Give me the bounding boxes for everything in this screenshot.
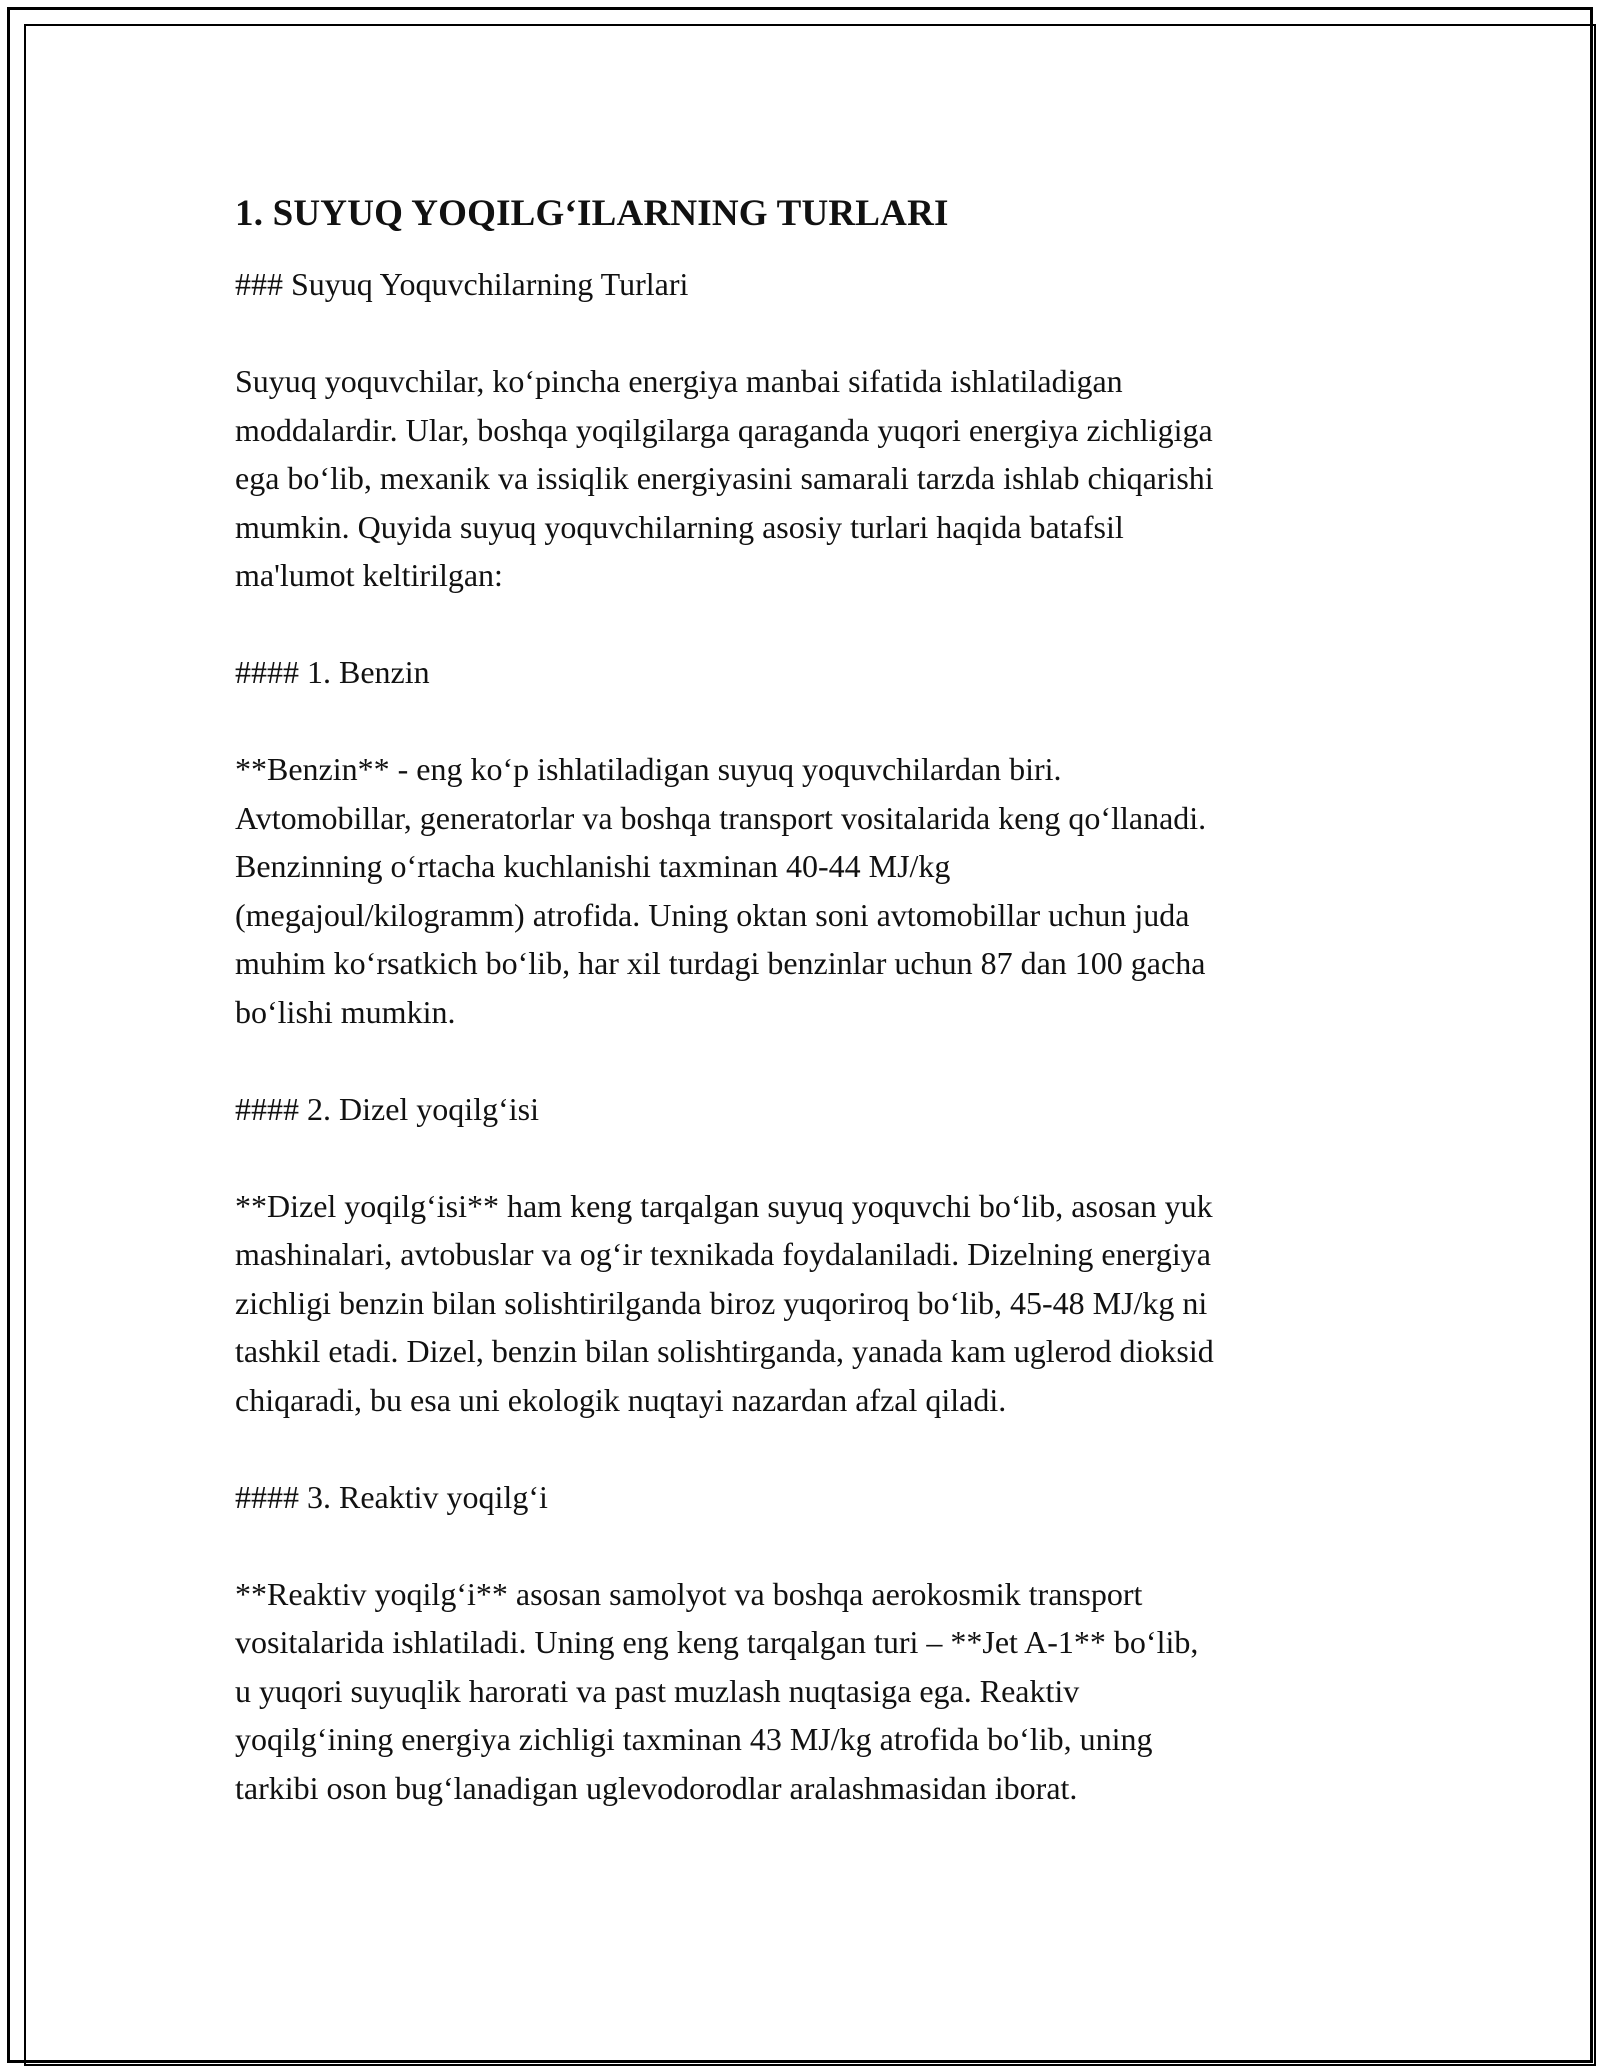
section-line: tashkil etadi. Dizel, benzin bilan solishtirganda, yanada kam uglerod dioksid (235, 1333, 1214, 1369)
intro-line: moddalardir. Ular, boshqa yoqilgilarga qaraganda yuqori energiya zichligiga (235, 411, 1213, 448)
section-line: mashinalari, avtobuslar va og‘ir texnikada foydalaniladi. Dizelning energiya (235, 1236, 1211, 1272)
section-line: chiqaradi, bu esa uni ekologik nuqtayi nazardan afzal qiladi. (235, 1381, 1007, 1418)
section-line: Avtomobillar, generatorlar va boshqa transport vositalarida keng qo‘llanadi. (235, 799, 1207, 836)
section-line: **Dizel yoqilg‘isi** ham keng tarqalgan suyuq yoquvchi bo‘lib, asosan yuk (235, 1187, 1213, 1224)
intro-line: Suyuq yoquvchilar, ko‘pincha energiya manbai sifatida ishlatiladigan (235, 363, 1123, 399)
section-line: muhim ko‘rsatkich bo‘lib, har xil turdagi benzinlar uchun 87 dan 100 gacha (235, 945, 1206, 981)
section-line: bo‘lishi mumkin. (235, 993, 456, 1030)
intro-paragraph (235, 357, 1385, 600)
section-line: **Reaktiv yoqilg‘i** asosan samolyot va boshqa aerokosmik transport (235, 1575, 1143, 1612)
section-line: Benzinning o‘rtacha kuchlanishi taxminan 40-44 MJ/kg (235, 848, 951, 884)
section-benzin (235, 648, 1385, 1036)
section-dizel (235, 1085, 1385, 1425)
section-heading: #### 3. Reaktiv yoqilg‘i (235, 1478, 548, 1515)
document-body (235, 186, 1385, 1812)
document-title: 1. SUYUQ YOQILG‘ILARNING TURLARI (235, 193, 949, 234)
intro-line: ega bo‘lib, mexanik va issiqlik energiyasini samarali tarzda ishlab chiqarishi (235, 460, 1214, 496)
section-reaktiv (235, 1473, 1385, 1813)
section-line: (megajoul/kilogramm) atrofida. Uning oktan soni avtomobillar uchun juda (235, 896, 1190, 933)
section-line: yoqilg‘ining energiya zichligi taxminan 43 MJ/kg atrofida bo‘lib, uning (235, 1721, 1153, 1757)
section-heading: #### 2. Dizel yoqilg‘isi (235, 1090, 539, 1127)
intro-line: ma'lumot keltirilgan: (235, 557, 503, 593)
section-heading: #### 1. Benzin (235, 654, 430, 690)
section-line: zichligi benzin bilan solishtirilganda biroz yuqoriroq bo‘lib, 45-48 MJ/kg ni (235, 1284, 1208, 1321)
section-line: u yuqori suyuqlik harorati va past muzlash nuqtasiga ega. Reaktiv (235, 1672, 1080, 1709)
subtitle-heading: ### Suyuq Yoquvchilarning Turlari (235, 266, 689, 302)
section-line: vositalarida ishlatiladi. Uning eng keng tarqalgan turi – **Jet A-1** bo‘lib, (235, 1624, 1199, 1660)
section-line: tarkibi oson bug‘lanadigan uglevodorodlar aralashmasidan iborat. (235, 1769, 1078, 1806)
intro-line: mumkin. Quyida suyuq yoquvchilarning asosiy turlari haqida batafsil (235, 508, 1124, 545)
section-line: **Benzin** - eng ko‘p ishlatiladigan suyuq yoquvchilardan biri. (235, 751, 1062, 787)
